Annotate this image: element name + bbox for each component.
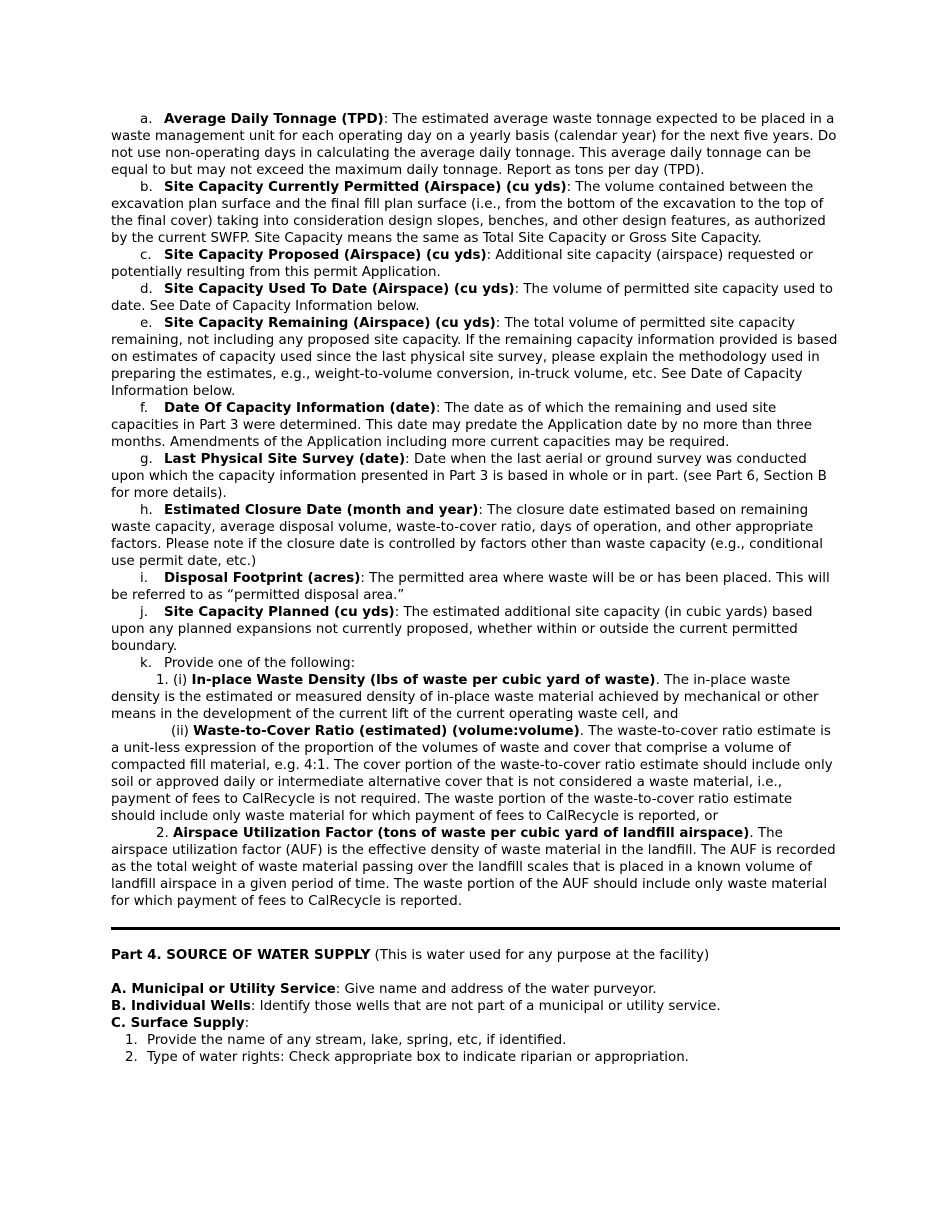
option-title: Waste-to-Cover Ratio (estimated) (volume:volume) bbox=[193, 724, 580, 739]
definition-title: Estimated Closure Date (month and year) bbox=[164, 503, 479, 518]
spacer bbox=[111, 964, 840, 981]
definition-title: Site Capacity Currently Permitted (Airspace) (cu yds) bbox=[164, 180, 567, 195]
part4-heading: Part 4. SOURCE OF WATER SUPPLY (This is water used for any purpose at the facility) bbox=[111, 948, 710, 963]
option-title: In-place Waste Density (lbs of waste per cubic yard of waste) bbox=[191, 673, 656, 688]
definition-item-e: e. Site Capacity Remaining (Airspace) (cu yds): The total volume of permitted site capacity remaining, not including any proposed site capacity. If the remaining capacity information provided is based on estimates of capacity used since the last physical site survey, please explain the methodology used in preparing the estimates, e.g., weight-to-volume conversion, in-truck volume, etc. See Date of Capacity Information below. bbox=[111, 316, 838, 399]
section-divider bbox=[111, 927, 840, 930]
option-title: Airspace Utilization Factor (tons of waste per cubic yard of landfill airspace) bbox=[173, 826, 750, 841]
definition-item-a: a. Average Daily Tonnage (TPD): The estimated average waste tonnage expected to be placed in a waste management unit for each operating day on a yearly basis (calendar year) for the next five years. Do not use non-operating days in calculating the average daily tonnage. This average daily tonnage can be equal to but may not exceed the maximum daily tonnage. Report as tons per day (TPD). bbox=[111, 112, 837, 178]
definition-item-h: h. Estimated Closure Date (month and year): The closure date estimated based on remaining waste capacity, average disposal volume, waste-to-cover ratio, days of operation, and other appropriate factors. Please note if the closure date is controlled by factors other than waste capacity (e.g., conditional use permit date, etc.) bbox=[111, 503, 824, 569]
document-page bbox=[111, 111, 840, 1066]
definition-item-g: g. Last Physical Site Survey (date): Date when the last aerial or ground survey was conducted upon which the capacity information presented in Part 3 is based in whole or in part. (see Part 6, Section B for more details). bbox=[111, 452, 827, 501]
option-1-ii: (ii) Waste-to-Cover Ratio (estimated) (volume:volume). The waste-to-cover ratio estimate is a unit-less expression of the proportion of the volumes of waste and cover that comprise a volume of compacted fill material, e.g. 4:1. The cover portion of the waste-to-cover ratio estimate should include only soil or approved daily or intermediate alternative cover that is not considered a waste material, i.e., payment of fees to CalRecycle is not required. The waste portion of the waste-to-cover ratio estimate should include only waste material for which payment of fees to CalRecycle is reported, or bbox=[111, 724, 833, 824]
definition-item-j: j. Site Capacity Planned (cu yds): The estimated additional site capacity (in cubic yards) based upon any planned expansions not currently proposed, whether within or outside the current permitted boundary. bbox=[111, 605, 813, 654]
definition-title: Date Of Capacity Information (date) bbox=[164, 401, 436, 416]
definition-title: Site Capacity Planned (cu yds) bbox=[164, 605, 395, 620]
definition-title: Average Daily Tonnage (TPD) bbox=[164, 112, 384, 127]
definition-item-i: i. Disposal Footprint (acres): The permitted area where waste will be or has been placed. This will be referred to as “permitted disposal area.” bbox=[111, 571, 830, 603]
definition-item-k: k. Provide one of the following: bbox=[140, 656, 356, 671]
part4-item-b: B. Individual Wells: Identify those wells that are not part of a municipal or utility service. bbox=[111, 999, 721, 1014]
definition-item-d: d. Site Capacity Used To Date (Airspace) (cu yds): The volume of permitted site capacity used to date. See Date of Capacity Information below. bbox=[111, 282, 833, 314]
definition-title: Site Capacity Proposed (Airspace) (cu yds) bbox=[164, 248, 487, 263]
definition-item-f: f. Date Of Capacity Information (date): The date as of which the remaining and used site capacities in Part 3 were determined. This date may predate the Application date by no more than three months. Amendments of the Application including more current capacities may be required. bbox=[111, 401, 812, 450]
option-1-i: 1. (i) In-place Waste Density (lbs of waste per cubic yard of waste). The in-place waste density is the estimated or measured density of in-place waste material achieved by mechanical or other means in the development of the current lift of the current operating waste cell, and bbox=[111, 673, 819, 722]
part4-item-a: A. Municipal or Utility Service: Give name and address of the water purveyor. bbox=[111, 982, 657, 997]
definition-item-c: c. Site Capacity Proposed (Airspace) (cu yds): Additional site capacity (airspace) requested or potentially resulting from this permit Application. bbox=[111, 248, 814, 280]
part4-item-c: C. Surface Supply: bbox=[111, 1016, 250, 1031]
definition-title: Site Capacity Remaining (Airspace) (cu yds) bbox=[164, 316, 496, 331]
option-2: 2. Airspace Utilization Factor (tons of waste per cubic yard of landfill airspace). The airspace utilization factor (AUF) is the effective density of waste material in the landfill. The AUF is recorded as the total weight of waste material passing over the landfill scales that is placed in a known volume of landfill airspace in a given period of time. The waste portion of the AUF should include only waste material for which payment of fees to CalRecycle is reported. bbox=[111, 826, 836, 909]
definition-title: Last Physical Site Survey (date) bbox=[164, 452, 406, 467]
definition-title: Site Capacity Used To Date (Airspace) (cu yds) bbox=[164, 282, 515, 297]
surface-supply-list bbox=[111, 1032, 840, 1066]
list-item: 2. Type of water rights: Check appropriate box to indicate riparian or appropriation. bbox=[125, 1050, 689, 1065]
list-item: 1. Provide the name of any stream, lake, spring, etc, if identified. bbox=[125, 1033, 567, 1048]
definition-title: Disposal Footprint (acres) bbox=[164, 571, 361, 586]
definition-item-b: b. Site Capacity Currently Permitted (Airspace) (cu yds): The volume contained between the excavation plan surface and the final fill plan surface (i.e., from the bottom of the excavation to the top of the final cover) taking into consideration design slopes, benches, and other design features, as authorized by the current SWFP. Site Capacity means the same as Total Site Capacity or Gross Site Capacity. bbox=[111, 180, 826, 246]
